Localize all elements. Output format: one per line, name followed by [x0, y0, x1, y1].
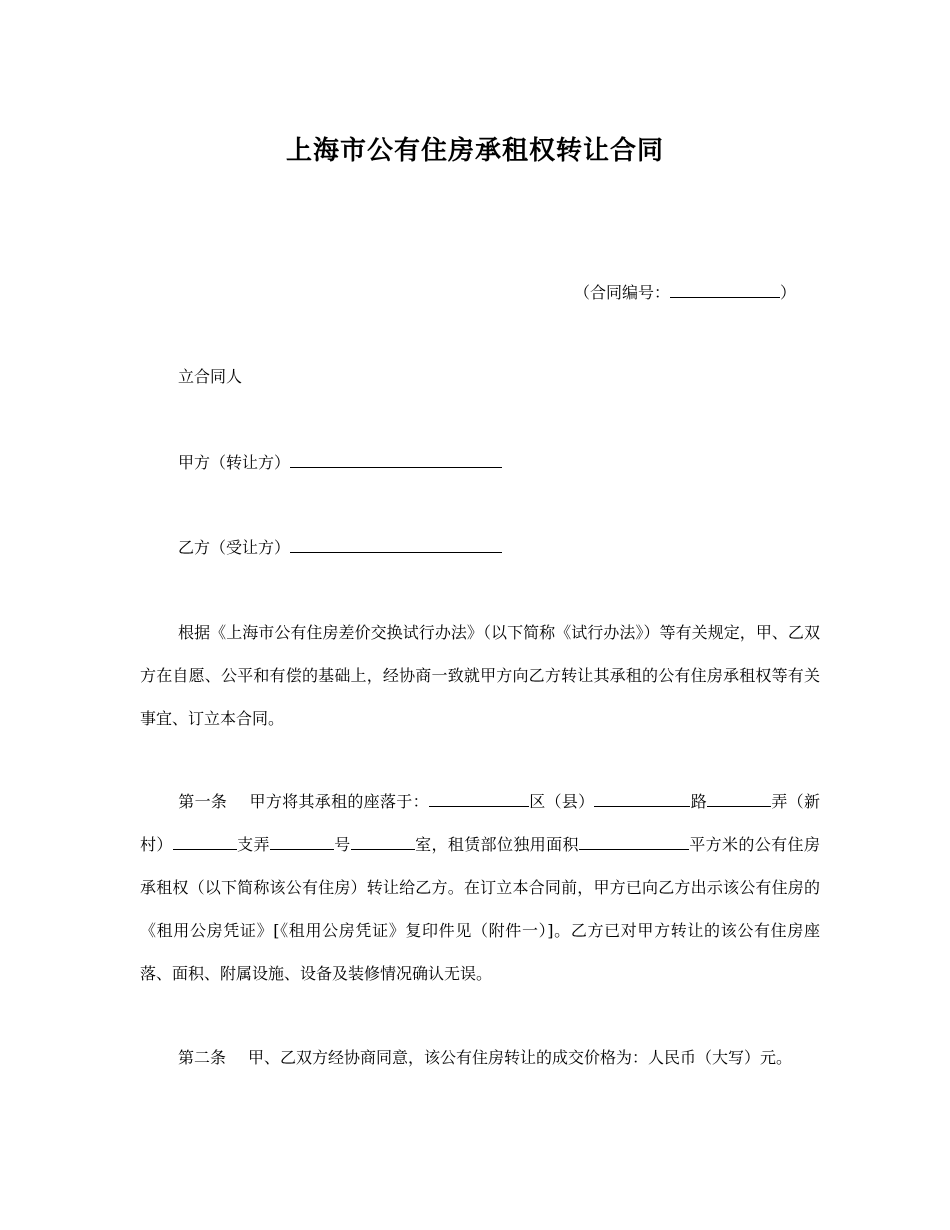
article-1-text-2: 区（县） [528, 792, 595, 811]
party-b-blank[interactable] [290, 536, 502, 553]
lane-blank[interactable] [707, 790, 771, 807]
party-a-blank[interactable] [290, 451, 502, 468]
article-2-heading: 第二条 [178, 1048, 227, 1067]
article-1-text-4: 弄（新村） [140, 792, 820, 854]
party-a-line [178, 451, 502, 474]
article-1-heading: 第一条 [178, 792, 228, 811]
party-b-label: 乙方（受让方） [178, 538, 291, 557]
article-1-text-7: 室，租赁部位独用面积 [414, 835, 579, 854]
room-blank[interactable] [351, 833, 415, 850]
parties-heading: 立合同人 [178, 367, 243, 386]
article-1-text-6: 号 [333, 835, 351, 854]
road-blank[interactable] [594, 790, 690, 807]
contract-number-blank[interactable] [670, 281, 780, 298]
article-1-text-3: 路 [690, 792, 708, 811]
number-blank[interactable] [270, 833, 334, 850]
article-1-text-1: 甲方将其承租的座落于： [249, 792, 429, 811]
article-1-paragraph [140, 780, 820, 995]
contract-number-line [574, 281, 796, 304]
area-blank[interactable] [579, 833, 689, 850]
article-1-text-8: 平 [688, 835, 706, 854]
contract-number-suffix: ） [780, 283, 797, 302]
preamble-paragraph [140, 611, 820, 740]
article-2-paragraph [140, 1036, 820, 1079]
sub-lane-blank[interactable] [173, 833, 237, 850]
preamble-text: 根据《上海市公有住房差价交换试行办法》（以下简称《试行办法》）等有关规定，甲、乙双方在自愿、公平和有偿的基础上，经协商一致就甲方向乙方转让其承租的公有住房承租权等有关事宜、订立本合同。 [140, 623, 820, 728]
article-2-tail: 元。 [760, 1048, 793, 1067]
document-title: 上海市公有住房承租权转让合同 [285, 136, 664, 166]
district-blank[interactable] [429, 790, 529, 807]
article-2-text: 甲、乙双方经协商同意，该公有住房转让的成交价格为：人民币（大写） [248, 1048, 761, 1067]
contract-number-prefix: （合同编号： [574, 283, 671, 302]
article-1-text-5: 支弄 [236, 835, 270, 854]
party-b-line [178, 536, 502, 559]
party-a-label: 甲方（转让方） [178, 453, 291, 472]
article-1-text-rest: 方米的公有住房承租权（以下简称该公有住房）转让给乙方。在订立本合同前，甲方已向乙方出示该公有住房的《租用公房凭证》[《租用公房凭证》复印件见（附件一）]。乙方已对甲方转让的该公有住房座落、面积、附属设施、设备及装修情况确认无误。 [140, 835, 820, 983]
